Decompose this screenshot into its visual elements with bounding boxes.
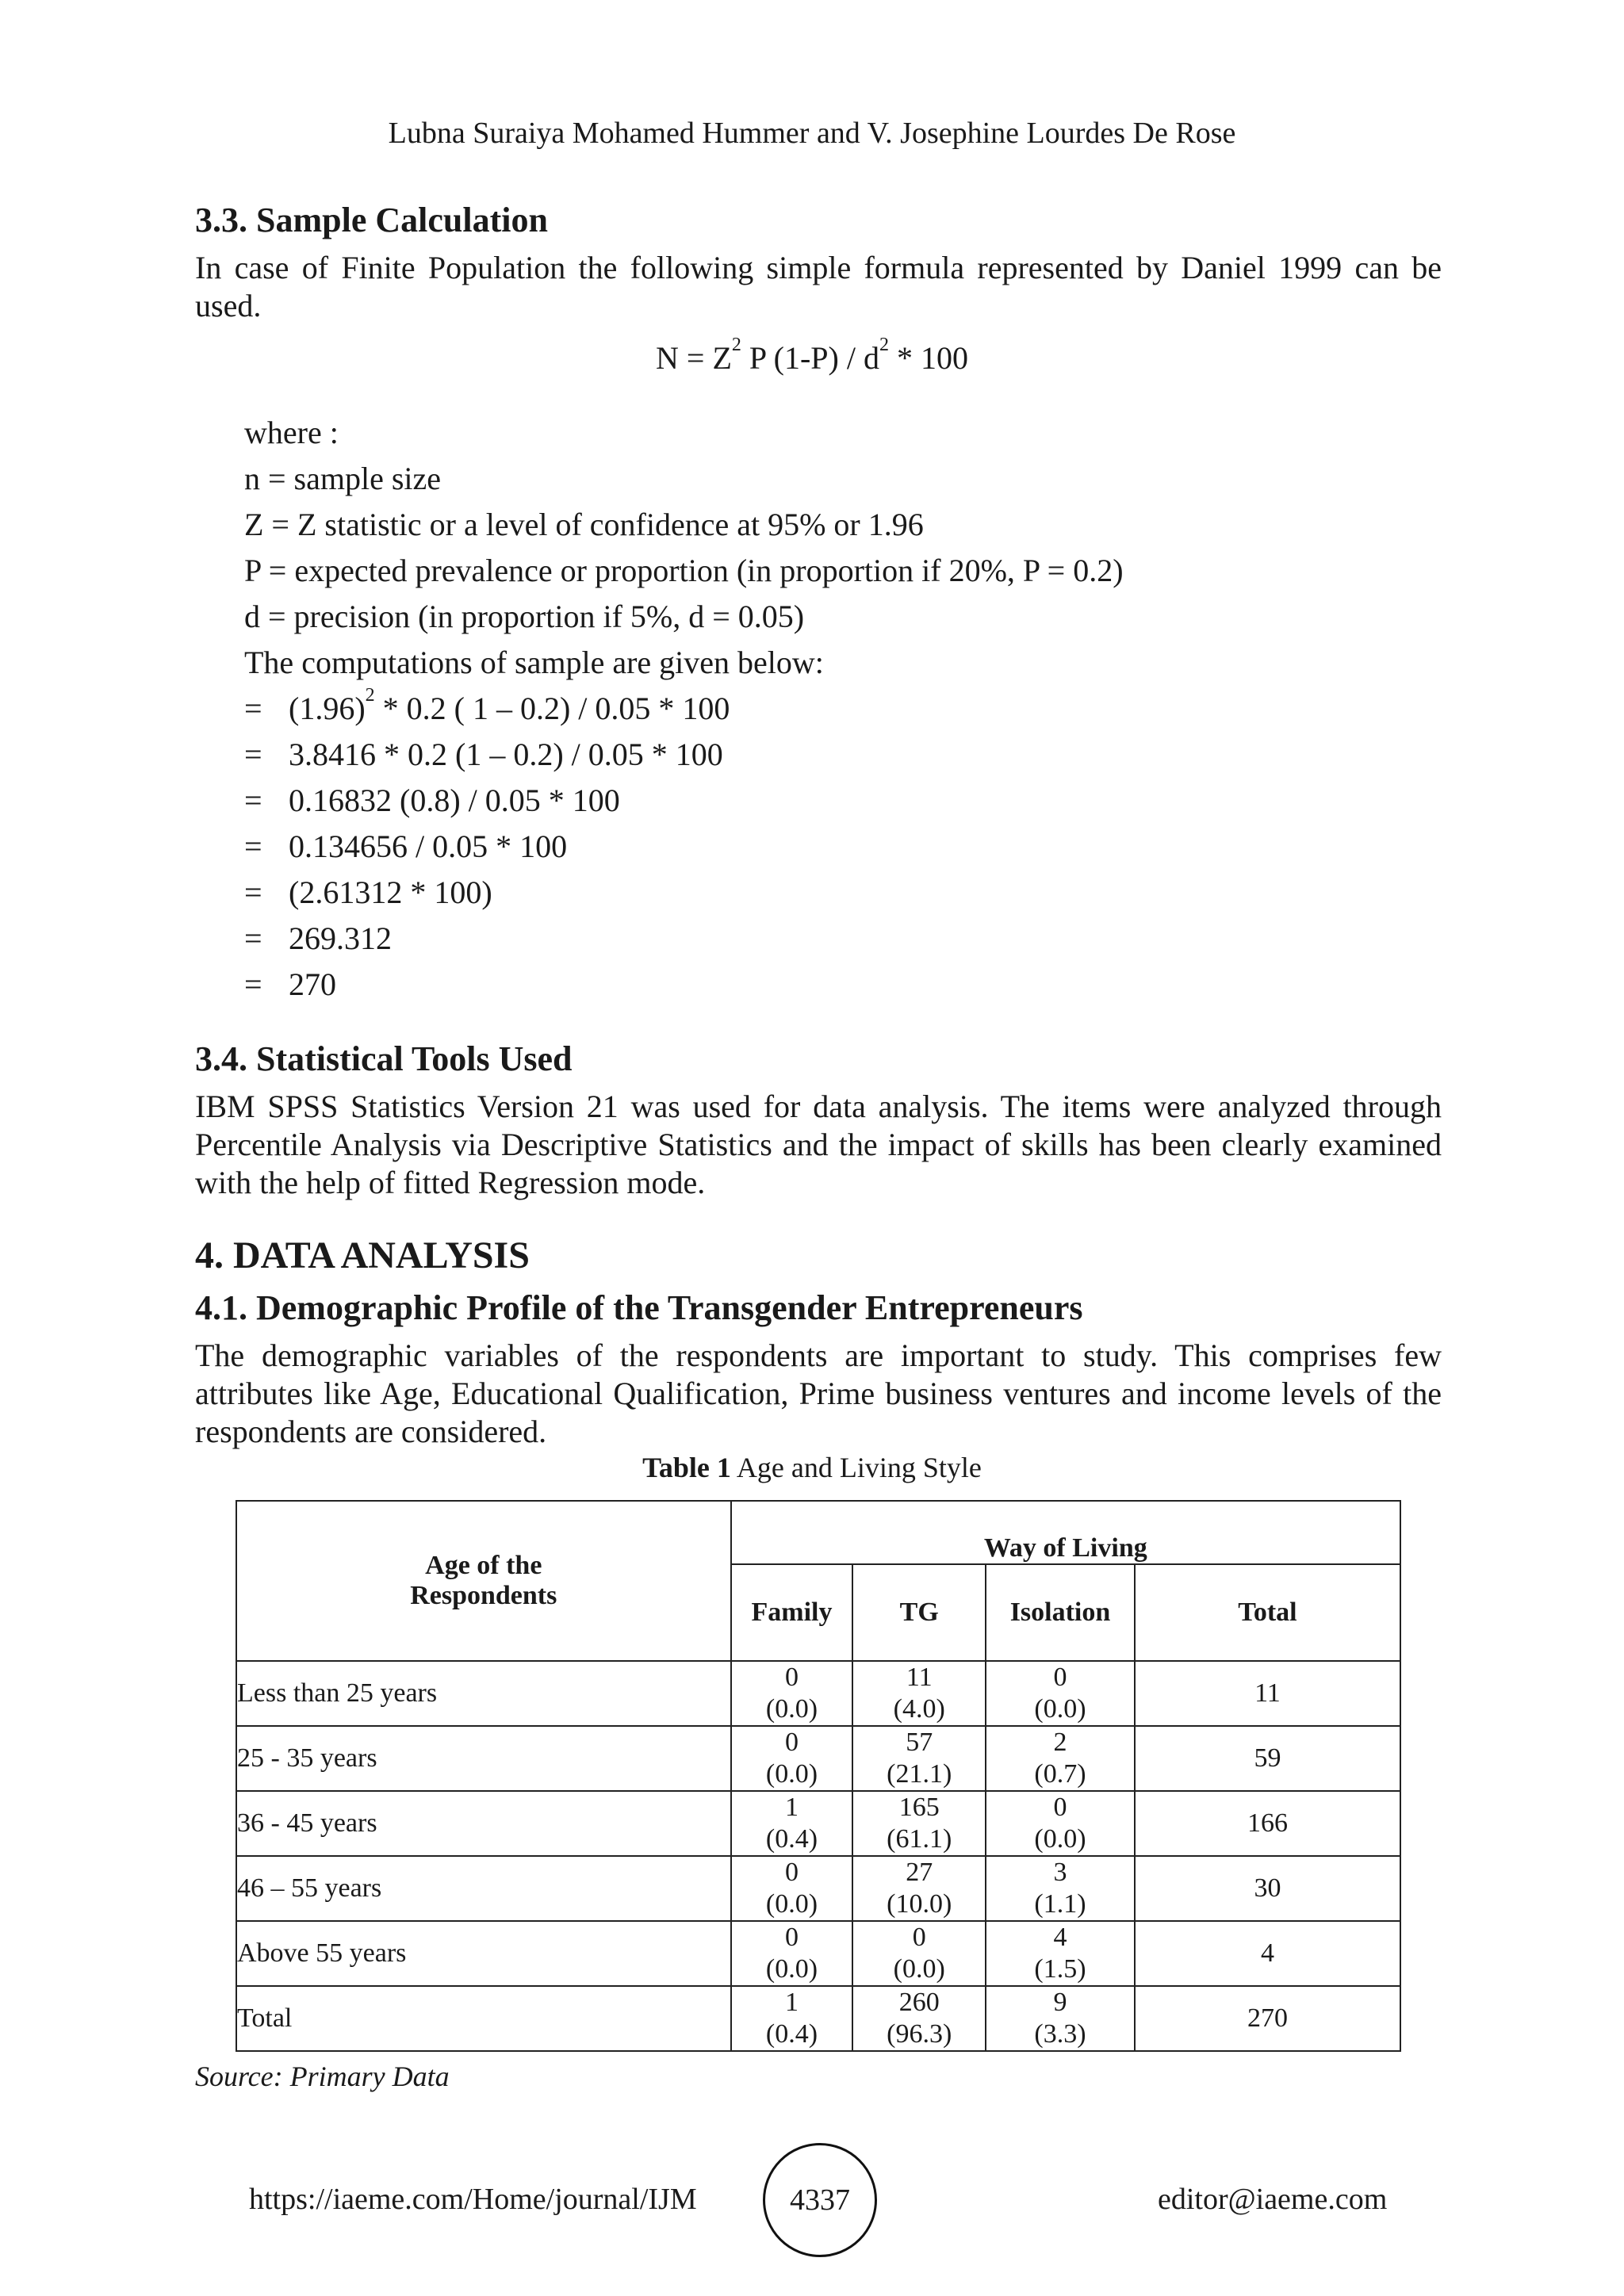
section-4-title: 4. DATA ANALYSIS (195, 1234, 530, 1276)
cell-iso: 4 (1.5) (986, 1921, 1135, 1986)
where-label: where : (244, 415, 339, 450)
cell-family: 1 (0.4) (731, 1791, 853, 1856)
cell-family: 1 (0.4) (731, 1986, 853, 2051)
row-label: 25 - 35 years (236, 1726, 731, 1791)
computations-intro: The computations of sample are given below: (244, 645, 824, 680)
cell-tg: 11 (4.0) (852, 1661, 986, 1726)
calc-step: = 270 (244, 966, 336, 1002)
running-header: Lubna Suraiya Mohamed Hummer and V. Josephine Lourdes De Rose (388, 117, 1236, 150)
table-row (236, 1661, 1400, 1726)
section-3-4-title: 3.4. Statistical Tools Used (195, 1039, 573, 1078)
cell-total: 4 (1135, 1921, 1400, 1986)
table-row (236, 1986, 1400, 2051)
col-total: Total (1135, 1564, 1400, 1661)
cell-family: 0 (0.0) (731, 1856, 853, 1921)
age-living-table (236, 1500, 1401, 2052)
row-label: 46 – 55 years (236, 1856, 731, 1921)
cell-iso: 2 (0.7) (986, 1726, 1135, 1791)
cell-iso: 0 (0.0) (986, 1791, 1135, 1856)
cell-tg: 260 (96.3) (852, 1986, 986, 2051)
calc-step: = 3.8416 * 0.2 (1 – 0.2) / 0.05 * 100 (244, 737, 723, 772)
cell-iso: 9 (3.3) (986, 1986, 1135, 2051)
cell-family: 0 (0.0) (731, 1661, 853, 1726)
row-label: Less than 25 years (236, 1661, 731, 1726)
def-n: n = sample size (244, 461, 442, 496)
row-label: Above 55 years (236, 1921, 731, 1986)
col-family: Family (731, 1564, 853, 1661)
section-4-1-body: The demographic variables of the respondents are important to study. This comprises few attributes like Age, Educational Qualification, Prime business ventures and income levels of the respondents are considered. (195, 1337, 1442, 1449)
section-4-1-title: 4.1. Demographic Profile of the Transgender Entrepreneurs (195, 1288, 1083, 1327)
cell-family: 0 (0.0) (731, 1921, 853, 1986)
footer-email[interactable]: editor@iaeme.com (1158, 2183, 1388, 2216)
cell-iso: 3 (1.1) (986, 1856, 1135, 1921)
def-d: d = precision (in proportion if 5%, d = 0.05) (244, 599, 805, 634)
page-number: 4337 (763, 2143, 877, 2257)
calc-step: = $(1.96)^2 * 0.2$ ( 1 – 0.2) / 0.05 * 100 (244, 685, 730, 726)
section-3-3-title: 3.3. Sample Calculation (195, 201, 548, 239)
calc-step: = 0.134656 / 0.05 * 100 (244, 828, 568, 864)
table-caption: Table 1 Age and Living Style (642, 1452, 982, 1483)
cell-total: 59 (1135, 1726, 1400, 1791)
cell-total: 270 (1135, 1986, 1400, 2051)
section-3-4-body: IBM SPSS Statistics Version 21 was used for data analysis. The items were analyzed through Percentile Analysis via Descriptive Statistics and the impact of skills has been clearly examined with the help of fitted Regression mode. (195, 1089, 1442, 1200)
table-row (236, 1856, 1400, 1921)
cell-tg: 27 (10.0) (852, 1856, 986, 1921)
cell-family: 0 (0.0) (731, 1726, 853, 1791)
cell-total: 30 (1135, 1856, 1400, 1921)
cell-tg: 57 (21.1) (852, 1726, 986, 1791)
row-label: Total (236, 1986, 731, 2051)
cell-total: 166 (1135, 1791, 1400, 1856)
calc-step: = 269.312 (244, 920, 392, 956)
col-isolation: Isolation (986, 1564, 1135, 1661)
footer-url[interactable]: https://iaeme.com/Home/journal/IJM (249, 2183, 697, 2216)
table-row (236, 1921, 1400, 1986)
col-tg: TG (852, 1564, 986, 1661)
sample-formula: $N = Z^2$ P $(1-P) / d^2 * 100$ (656, 335, 968, 376)
section-3-3-intro: In case of Finite Population the following simple formula represented by Daniel 1999 can be used. (195, 250, 1442, 323)
table-row (236, 1726, 1400, 1791)
calc-step: = 0.16832 (0.8) / 0.05 * 100 (244, 783, 620, 818)
table-row (236, 1791, 1400, 1856)
def-z: Z = Z statistic or a level of confidence at 95% or 1.96 (244, 507, 924, 542)
cell-tg: 165 (61.1) (852, 1791, 986, 1856)
def-p: P = expected prevalence or proportion (in proportion if 20%, P = 0.2) (244, 553, 1124, 588)
header-age: Age of the Respondents (236, 1501, 731, 1661)
calc-step: = (2.61312 * 100) (244, 874, 492, 910)
table-source: Source: Primary Data (195, 2061, 450, 2092)
row-label: 36 - 45 years (236, 1791, 731, 1856)
header-way-of-living: Way of Living (731, 1501, 1400, 1564)
cell-tg: 0 (0.0) (852, 1921, 986, 1986)
cell-iso: 0 (0.0) (986, 1661, 1135, 1726)
cell-total: 11 (1135, 1661, 1400, 1726)
